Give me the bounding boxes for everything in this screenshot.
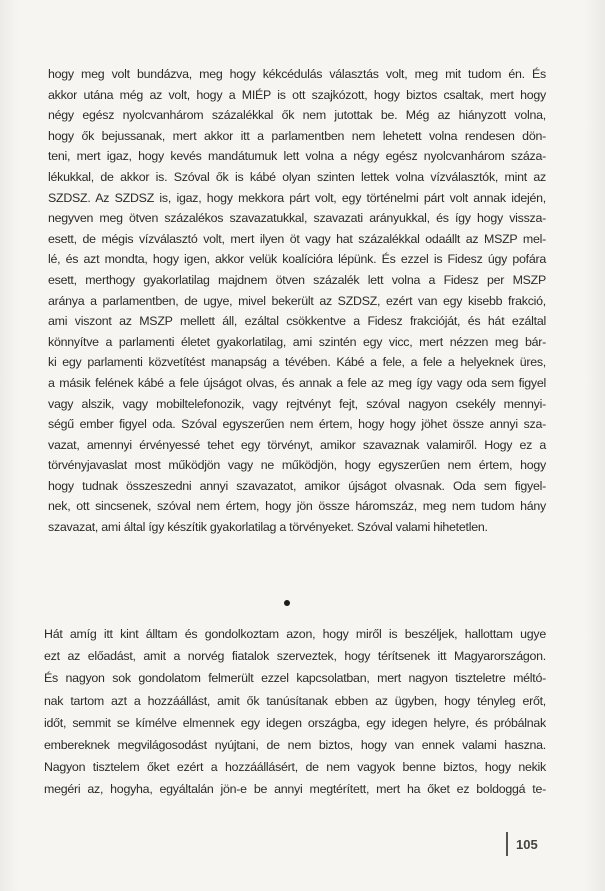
text-line: negyven meg ötven százalékos szavazatukkal, szavazati arányukkal, és így hogy vissza- bbox=[48, 211, 546, 226]
paragraph-1 bbox=[48, 64, 546, 538]
text-line: szavazat, ami által így készítik gyakorlatilag a törvényeket. Szóval valami hihetetlen. bbox=[48, 520, 488, 535]
text-line: esett, merthogy gyakorlatilag majdnem ötven százalék lett volna a Fidesz per MSZP bbox=[48, 272, 546, 287]
text-line: aránya a parlamentben, de ugye, mivel bekerült az SZDSZ, ezért van egy kisebb frakció, bbox=[48, 293, 546, 308]
page-number-text: 105 bbox=[516, 836, 538, 852]
text-line: lé, és azt mondta, hogy igen, akkor velük koalícióra lépünk. És ezzel is Fidesz úgy pofára bbox=[48, 252, 546, 267]
text-line: négy egész nyolcvanhárom százalékkal ők nem jutottak be. Még az hiányzott volna, bbox=[48, 108, 546, 123]
text-line: Hát amíg itt kint álltam és gondolkoztam azon, hogy miről is beszéljek, hallottam ugye bbox=[44, 627, 546, 641]
text-line: könnyítve a parlamenti életet gyakorlatilag, ami szintén egy vicc, mert nézzen meg bár- bbox=[48, 334, 546, 349]
text-line: időt, semmit se kímélve elmennek egy idegen országba, egy idegen helyre, és próbálnak bbox=[44, 715, 546, 730]
text-line: vazat, amennyi érvényessé tehet egy törvényt, amikor szavaznak valamiről. Hogy ez a bbox=[48, 437, 546, 452]
text-line: akkor utána még az volt, hogy a MIÉP is ott szajkózott, hogy biztos csaltak, mert hogy bbox=[48, 87, 546, 102]
text-line: ami viszont az MSZP mellett áll, ezáltal csökkentve a Fidesz frakcióját, és hát ezáltal bbox=[48, 314, 546, 329]
text-line: hogy ők bejussanak, mert akkor itt a parlamentben nem lehetett volna rendesen dön- bbox=[48, 128, 546, 143]
text-line: teni, mert igaz, hogy kevés mandátumuk lett volna a négy egész nyolcvanhárom száza- bbox=[48, 149, 546, 164]
text-line: lékukkal, de akkor is. Szóval ők is kábé olyan szinten lettek volna vízválasztók, mint az bbox=[48, 169, 546, 184]
text-line: És nagyon sok gondolatom felmerült ezzel kapcsolatban, mert nagyon tiszteletre méltó- bbox=[44, 671, 546, 686]
text-line: esett, de mégis vízválasztó volt, mert ilyen öt vagy hat százalékkal odaállt az MSZP mel- bbox=[48, 231, 546, 246]
text-line: SZDSZ. Az SZDSZ is, igaz, hogy mekkora párt volt, egy történelmi párt volt annak idején, bbox=[48, 190, 546, 205]
text-line: a másik felének kábé a fele újságot olvas, és annak a fele az meg így vagy oda sem figyel bbox=[48, 375, 546, 390]
text-line: nak tartom azt a hozzáállást, amit ők tanúsítanak ebben az ügyben, hogy tényleg erőt, bbox=[44, 693, 546, 708]
folio-bar bbox=[506, 832, 508, 856]
text-line: hogy meg volt bundázva, meg hogy kékcédulás választás volt, meg mit tudom én. És bbox=[48, 67, 546, 81]
text-line: ségű ember figyel oda. Szóval egyszerűen nem értem, hogy hogy jöhet össze annyi sza- bbox=[48, 417, 546, 432]
section-divider-bullet bbox=[284, 600, 290, 606]
text-line: ezt az előadást, amit a norvég fiatalok szerveztek, hogy térítsenek itt Magyarországon. bbox=[44, 649, 546, 664]
text-line: hogy tudnak összeszedni annyi szavazatot, amikor újságot olvasnak. Oda sem figyel- bbox=[48, 478, 546, 493]
page-number bbox=[506, 832, 538, 856]
text-line: ki egy parlamenti közvetítést manapság a tévében. Kábé a fele, a fele a helyeknek üres, bbox=[48, 355, 546, 370]
paragraph-2 bbox=[44, 623, 546, 801]
text-line: Nagyon tisztelem őket ezért a hozzáállásért, de nem vagyok benne biztos, hogy nekik bbox=[44, 760, 546, 775]
text-line: törvényjavaslat most működjön vagy ne működjön, hogy egyszerűen nem értem, hogy bbox=[48, 458, 546, 473]
text-line: megéri az, hogyha, egyáltalán jön-e be annyi megtérített, mert ha őket ez boldoggá te- bbox=[44, 782, 546, 797]
text-line: nek, ott sincsenek, szóval nem értem, hogy jön össze háromszáz, meg nem tudom hány bbox=[48, 499, 546, 514]
text-line: embereknek megvilágosodást nyújtani, de nem biztos, hogy van ennek valami haszna. bbox=[44, 737, 546, 752]
text-line: vagy alszik, vagy mobiltelefonozik, vagy rejtvényt fejt, szóval nagyon csekély mennyi- bbox=[48, 396, 546, 411]
